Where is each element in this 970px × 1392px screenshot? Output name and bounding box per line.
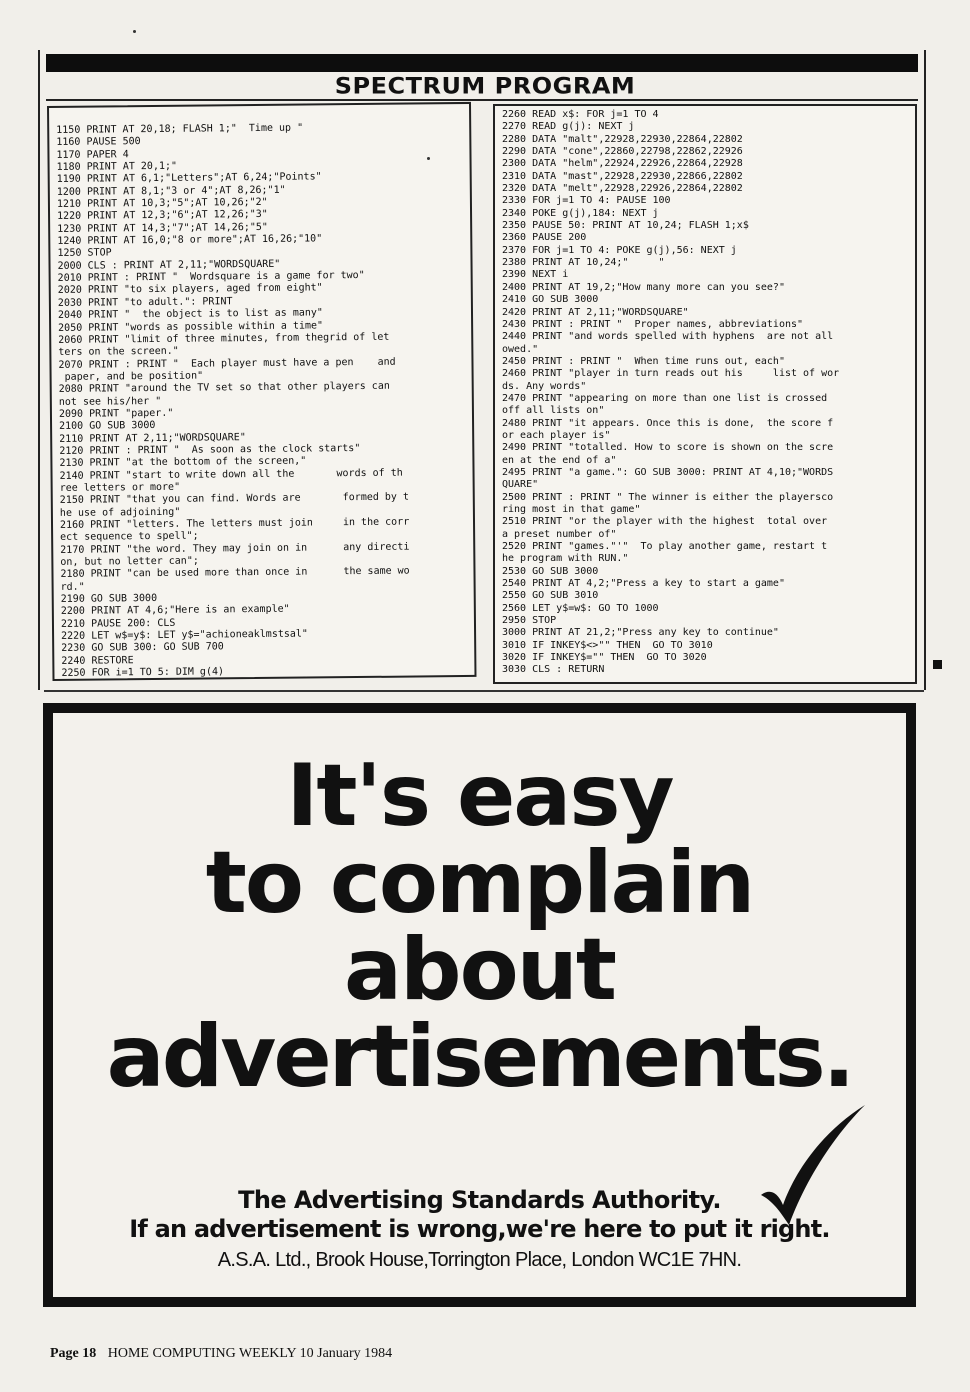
- code-line: 1210 PRINT AT 10,3;"5";AT 10,26;"2": [56, 196, 268, 210]
- code-line: 2310 DATA "mast",22928,22930,22866,22802: [502, 170, 743, 182]
- code-listing-right: [493, 104, 917, 684]
- code-line: 2160 PRINT "letters. The letters must join in the corr: [59, 516, 410, 531]
- code-line: 2480 PRINT "it appears. Once this is done, the score f: [502, 417, 834, 429]
- section-divider: [44, 690, 924, 692]
- code-line: 3000 PRINT AT 21,2;"Press any key to continue": [502, 627, 779, 639]
- print-speck: [133, 30, 136, 33]
- code-line: 2130 PRINT "at the bottom of the screen,": [59, 455, 307, 470]
- code-line: 2520 PRINT "games."'" To play another game, restart t: [502, 541, 828, 553]
- page-frame-right: [924, 50, 926, 690]
- code-line: 3010 IF INKEY$<>"" THEN GO TO 3010: [502, 639, 713, 651]
- code-line: 1230 PRINT AT 14,3;"7";AT 14,26;"5": [57, 221, 268, 235]
- page-number: Page 18: [50, 1346, 97, 1361]
- code-line: rd.": [60, 581, 85, 593]
- code-line: 2180 PRINT "can be used more than once in the same wo: [60, 565, 410, 581]
- code-line: 2400 PRINT AT 19,2;"How many more can you see?": [502, 281, 785, 293]
- code-line: 2500 PRINT : PRINT " The winner is either the playersco: [502, 491, 834, 503]
- code-line: ters on the screen.": [58, 345, 179, 359]
- code-line: 2010 PRINT : PRINT " Wordsquare is a game for two": [57, 270, 365, 285]
- code-line: 2020 PRINT "to six players, aged from eight": [57, 282, 323, 297]
- code-line: owed.": [502, 343, 539, 355]
- code-line: 2380 PRINT AT 10,24;" ": [502, 257, 665, 269]
- code-line: 2340 POKE g(j),184: NEXT j: [502, 207, 659, 219]
- code-line: 2030 PRINT "to adult.": PRINT: [57, 296, 233, 309]
- code-line: 1250 STOP: [57, 247, 112, 260]
- code-line: 2080 PRINT "around the TV set so that other players can: [58, 380, 390, 396]
- code-line: 2530 GO SUB 3000: [502, 565, 599, 577]
- print-speck: [427, 157, 430, 160]
- ad-headline-line-4: advertisements.: [106, 1007, 853, 1107]
- code-line: on, but no letter can";: [60, 555, 199, 568]
- code-line: 2300 DATA "helm",22924,22926,22864,22928: [502, 158, 743, 170]
- asa-tagline: If an advertisement is wrong,we're here to put it right.: [129, 1215, 830, 1243]
- asa-organisation-name: The Advertising Standards Authority.: [238, 1186, 721, 1214]
- code-line: 2240 RESTORE: [61, 654, 134, 667]
- asa-address: A.S.A. Ltd., Brook House,Torrington Place, London WC1E 7HN.: [217, 1249, 742, 1271]
- code-line: 2250 FOR i=1 TO 5: DIM g(4): [61, 666, 225, 680]
- code-line: en at the end of a": [502, 454, 617, 466]
- page-frame-left: [38, 50, 40, 690]
- code-line: 2290 DATA "cone",22860,22798,22862,22926: [502, 146, 743, 158]
- code-line: 2040 PRINT " the object is to list as many": [57, 307, 323, 322]
- code-line: 2495 PRINT "a game.": GO SUB 3000: PRINT AT 4,10;"WORDS: [502, 466, 834, 478]
- code-line: 2200 PRINT AT 4,6;"Here is an example": [60, 604, 290, 618]
- code-line: 2430 PRINT : PRINT " Proper names, abbreviations": [502, 318, 804, 330]
- code-line: 2090 PRINT "paper.": [58, 407, 174, 420]
- code-line: 2510 PRINT "or the player with the highest total over: [502, 516, 828, 528]
- code-line: 2490 PRINT "totalled. How to score is shown on the scre: [502, 442, 834, 454]
- code-line: 2190 GO SUB 3000: [60, 593, 158, 605]
- code-line: 1220 PRINT AT 12,3;"6";AT 12,26;"3": [57, 209, 268, 223]
- code-line: 2420 PRINT AT 2,11;"WORDSQUARE": [502, 306, 689, 318]
- code-line: 3020 IF INKEY$="" THEN GO TO 3020: [502, 652, 707, 664]
- code-line: 2140 PRINT "start to write down all the words of th: [59, 467, 403, 482]
- code-line: 2100 GO SUB 3000: [59, 420, 156, 433]
- code-line: ree letters or more": [59, 481, 181, 494]
- ad-headline-line-1: It's easy: [286, 746, 673, 846]
- code-line: he program with RUN.": [502, 553, 629, 565]
- code-line: 2560 LET y$=w$: GO TO 1000: [502, 602, 659, 614]
- header-bar: [46, 54, 918, 72]
- code-line: 2470 PRINT "appearing on more than one list is crossed: [502, 392, 828, 404]
- code-line: a preset number of": [502, 528, 617, 540]
- code-line: 2550 GO SUB 3010: [502, 590, 599, 602]
- title-rule: [46, 99, 918, 101]
- code-line: 2270 READ g(j): NEXT j: [502, 121, 635, 133]
- publication-line: HOME COMPUTING WEEKLY 10 January 1984: [107, 1346, 393, 1361]
- code-line: 2390 NEXT i: [502, 269, 569, 281]
- code-line: 1190 PRINT AT 6,1;"Letters";AT 6,24;"Points": [56, 171, 322, 186]
- code-line: off all lists on": [502, 405, 605, 417]
- code-line: 2540 PRINT AT 4,2;"Press a key to start a game": [502, 578, 785, 590]
- page-footer: [50, 1346, 392, 1362]
- code-line: QUARE": [502, 479, 539, 491]
- code-line: 2110 PRINT AT 2,11;"WORDSQUARE": [59, 431, 246, 445]
- code-line: 3030 CLS : RETURN: [502, 664, 605, 676]
- code-line: 2450 PRINT : PRINT " When time runs out, each": [502, 355, 785, 367]
- code-listing-left: [47, 102, 476, 681]
- code-line: 2330 FOR j=1 TO 4: PAUSE 100: [502, 195, 671, 207]
- code-line: paper, and be position": [58, 370, 204, 383]
- ad-headline-line-3: about: [343, 920, 615, 1020]
- code-line: 2370 FOR j=1 TO 4: POKE g(j),56: NEXT j: [502, 244, 737, 256]
- code-line: 2410 GO SUB 3000: [502, 294, 599, 306]
- code-line: 2260 READ x$: FOR j=1 TO 4: [502, 109, 659, 120]
- code-line: 1170 PAPER 4: [56, 148, 129, 161]
- code-line: 2320 DATA "melt",22928,22926,22864,22802: [502, 183, 743, 195]
- code-line: 2230 GO SUB 300: GO SUB 700: [61, 641, 224, 655]
- code-line: 2220 LET w$=y$: LET y$="achioneaklmstsal": [61, 628, 308, 642]
- code-line: 2360 PAUSE 200: [502, 232, 587, 244]
- code-line: 2210 PAUSE 200: CLS: [60, 617, 176, 630]
- code-line: ds. Any words": [502, 380, 587, 392]
- code-line: ect sequence to spell";: [60, 530, 199, 544]
- code-line: 2350 PAUSE 50: PRINT AT 10,24; FLASH 1;x$: [502, 220, 749, 232]
- section-title: SPECTRUM PROGRAM: [334, 73, 636, 99]
- code-line: 2440 PRINT "and words spelled with hyphens are not all: [502, 331, 834, 343]
- code-line: he use of adjoining": [59, 506, 181, 519]
- code-line: 2000 CLS : PRINT AT 2,11;"WORDSQUARE": [57, 258, 281, 272]
- code-line: 2060 PRINT "limit of three minutes, from thegrid of let: [58, 331, 390, 346]
- code-line: 1200 PRINT AT 8,1;"3 or 4";AT 8,26;"1": [56, 184, 286, 198]
- code-line: 2070 PRINT : PRINT " Each player must have a pen and: [58, 356, 396, 371]
- code-line: 2280 DATA "malt",22928,22930,22864,22802: [502, 133, 743, 145]
- end-of-article-marker: [933, 660, 942, 669]
- code-line: 2150 PRINT "that you can find. Words are formed by t: [59, 491, 410, 507]
- ad-headline-line-2: to complain: [205, 833, 754, 933]
- code-line: 1240 PRINT AT 16,0;"8 or more";AT 16,26;"10": [57, 233, 323, 248]
- asa-advertisement: [43, 703, 916, 1307]
- code-line: 2170 PRINT "the word. They may join on in any directi: [60, 541, 410, 556]
- code-line: or each player is": [502, 429, 611, 441]
- code-line: 1160 PAUSE 500: [56, 136, 141, 149]
- code-line: 1180 PRINT AT 20,1;": [56, 160, 178, 173]
- code-line: 2950 STOP: [502, 615, 557, 627]
- code-line: 2460 PRINT "player in turn reads out his list of wor: [502, 368, 840, 380]
- code-line: 1150 PRINT AT 20,18; FLASH 1;" Time up ": [56, 122, 304, 136]
- code-line: 2120 PRINT : PRINT " As soon as the clock starts": [59, 442, 361, 457]
- code-line: ring most in that game": [502, 504, 641, 515]
- code-line: not see his/her ": [58, 395, 162, 408]
- code-line: 2050 PRINT "words as possible within a time": [58, 319, 324, 334]
